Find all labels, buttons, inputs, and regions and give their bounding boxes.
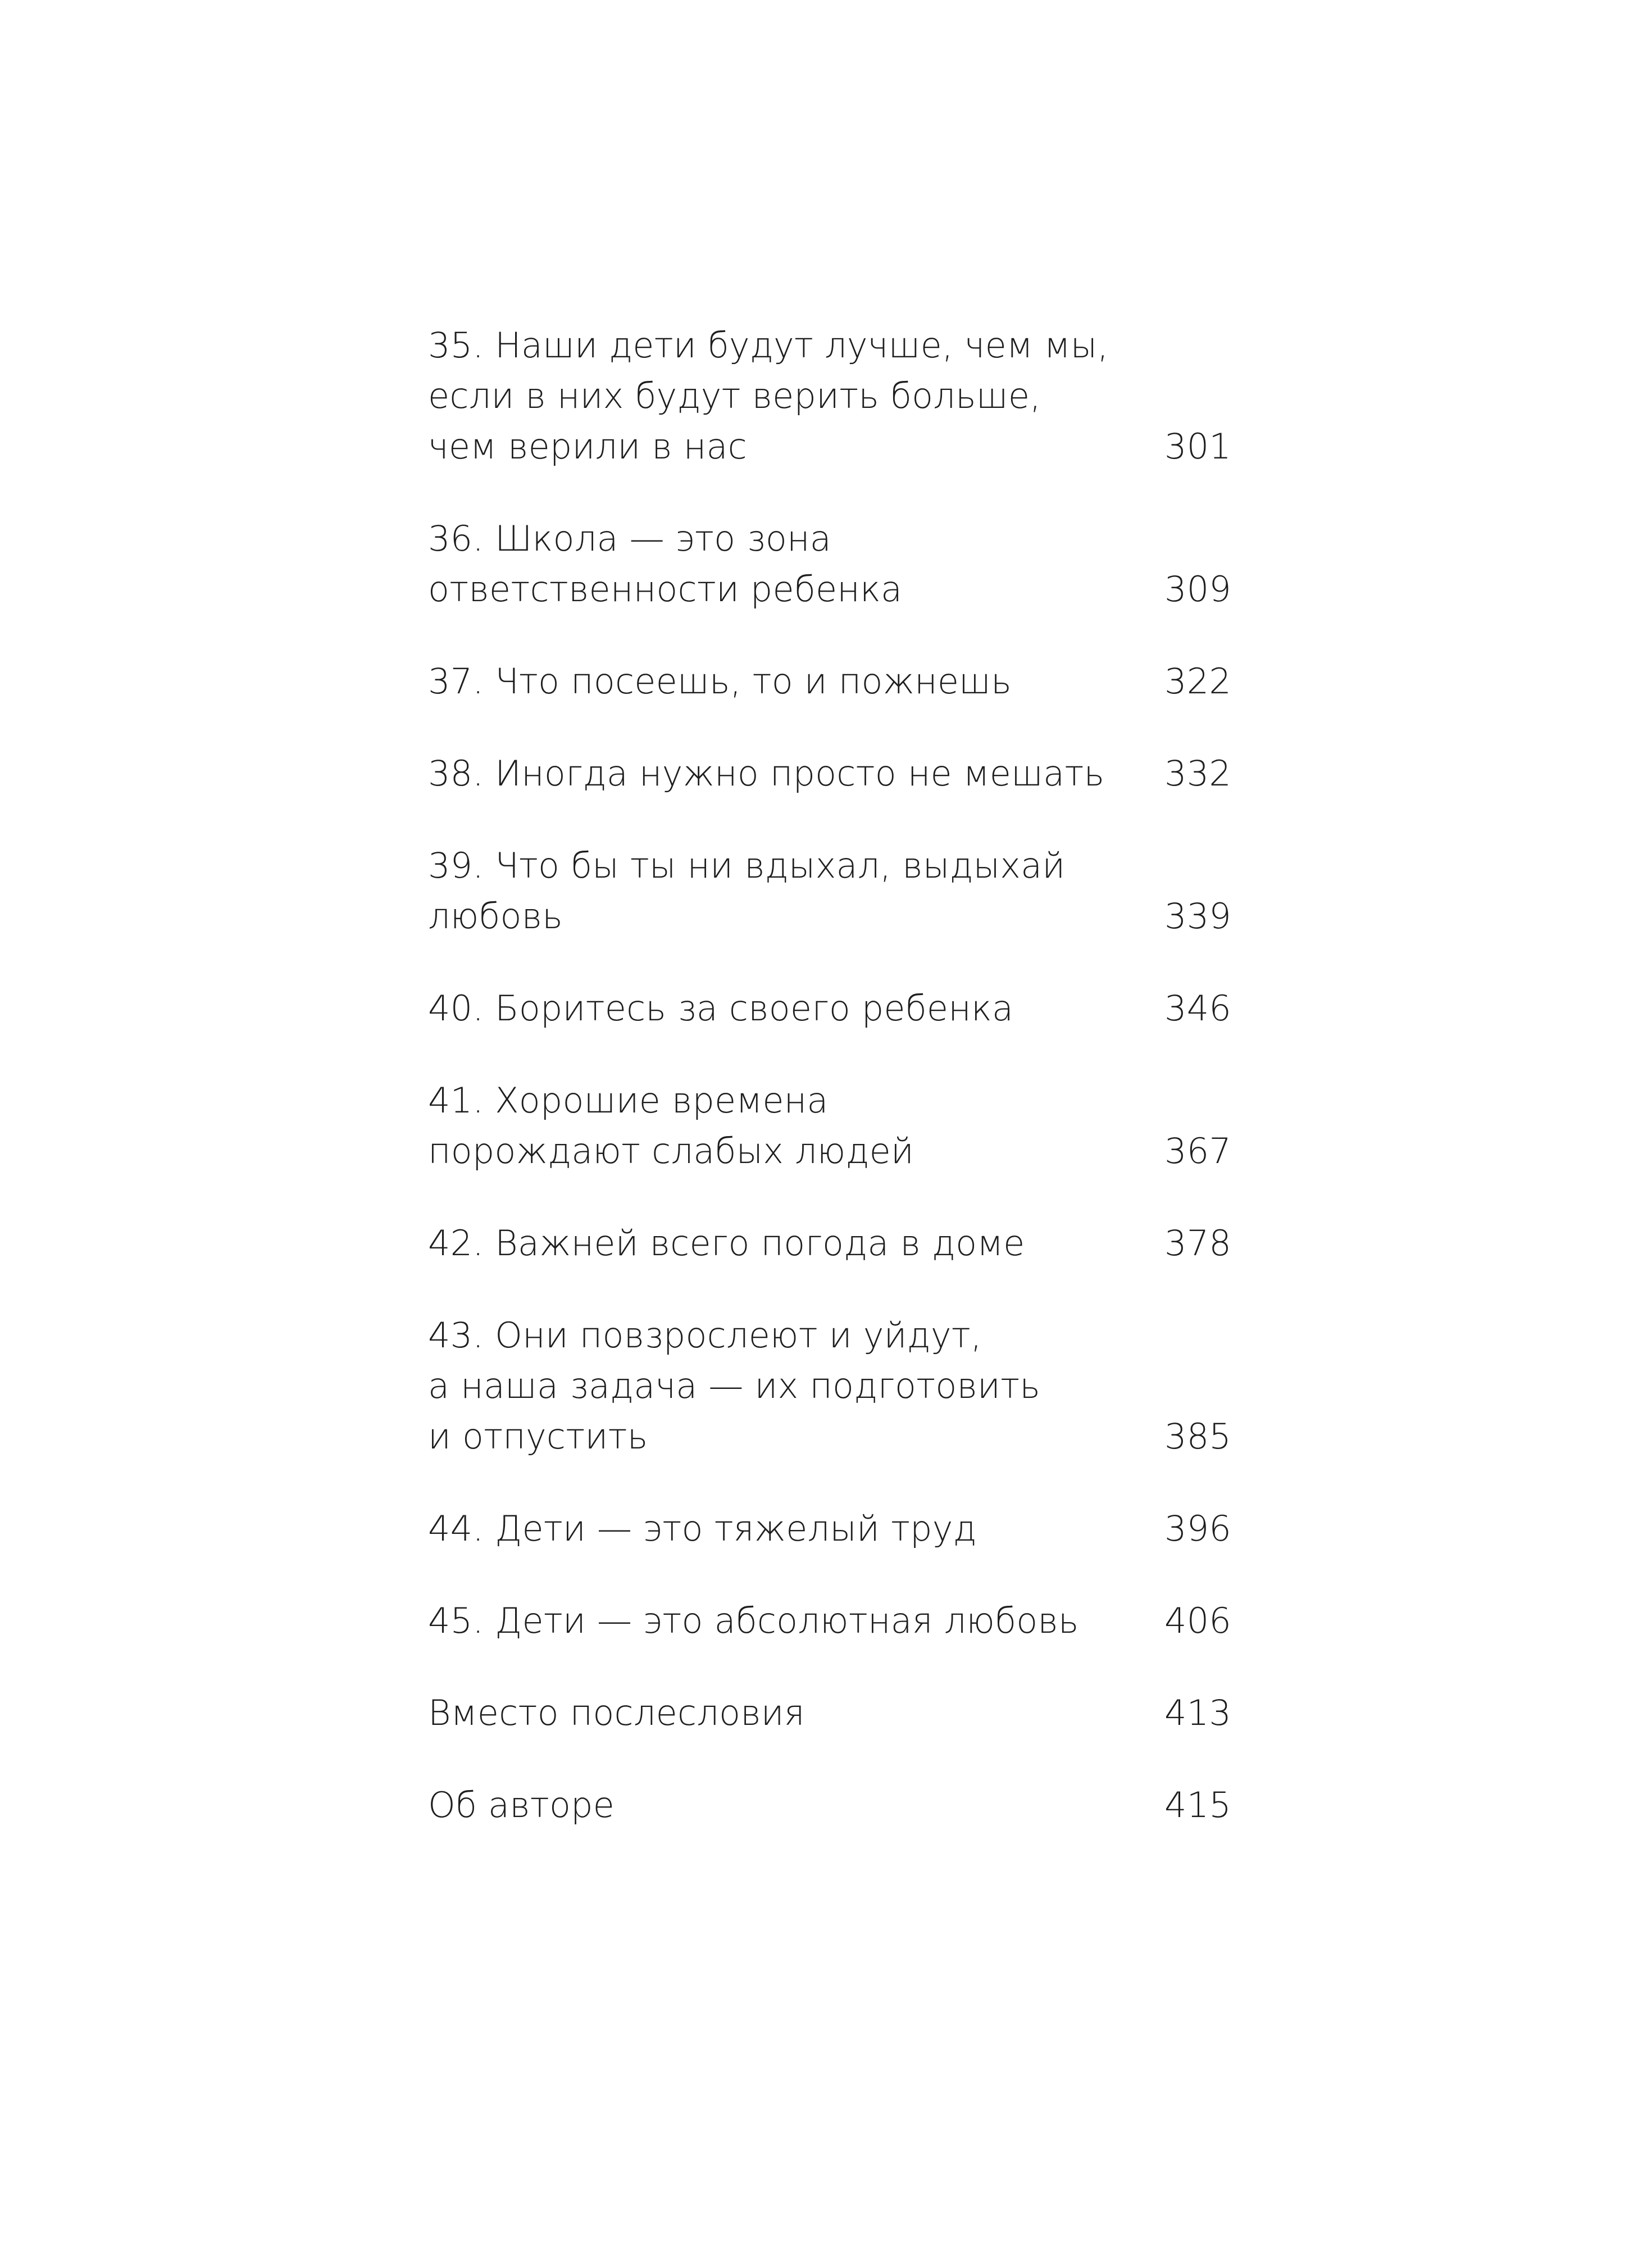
toc-entry-page: 396 xyxy=(1164,1508,1231,1549)
toc-entry-title: 42. Важней всего погода в доме xyxy=(428,1223,1025,1264)
toc-entry-page: 309 xyxy=(1164,569,1231,610)
toc-entry-40 xyxy=(428,983,1231,1034)
toc-entry-page: 406 xyxy=(1164,1600,1231,1641)
toc-entry-page: 346 xyxy=(1164,988,1231,1029)
toc-entry-44 xyxy=(428,1504,1231,1554)
toc-entry-title: 40. Боритесь за своего ребенка xyxy=(428,988,1014,1029)
toc-entry-title: 45. Дети — это абсолютная любовь xyxy=(428,1600,1079,1641)
toc-entry-page: 378 xyxy=(1164,1223,1231,1264)
toc-entry-title: Об авторе xyxy=(428,1784,615,1825)
toc-entry-page: 413 xyxy=(1164,1692,1231,1733)
toc-entry-title: Вместо послесловия xyxy=(428,1692,805,1733)
toc-entry-title: 37. Что посеешь, то и пожнешь xyxy=(428,661,1012,702)
table-of-contents xyxy=(428,320,1231,1831)
toc-entry-page: 301 xyxy=(1164,426,1231,467)
toc-entry-afterword xyxy=(428,1688,1231,1738)
toc-entry-about-author xyxy=(428,1780,1231,1831)
toc-entry-title: 36. Школа — это зона ответственности ребенка xyxy=(428,518,903,610)
toc-entry-page: 339 xyxy=(1164,896,1231,937)
toc-entry-41 xyxy=(428,1075,1231,1177)
toc-entry-43 xyxy=(428,1310,1231,1462)
toc-entry-38 xyxy=(428,748,1231,799)
toc-entry-page: 322 xyxy=(1164,661,1231,702)
toc-entry-35 xyxy=(428,320,1231,472)
toc-entry-title: 35. Наши дети будут лучше, чем мы, если в них будут верить больше, чем верили в нас xyxy=(428,325,1109,467)
toc-entry-title: 44. Дети — это тяжелый труд xyxy=(428,1508,977,1549)
toc-entry-page: 385 xyxy=(1164,1416,1231,1457)
toc-entry-title: 39. Что бы ты ни вдыхал, выдыхай любовь xyxy=(428,845,1066,937)
toc-entry-39 xyxy=(428,841,1231,942)
toc-entry-page: 332 xyxy=(1164,753,1231,794)
toc-entry-page: 367 xyxy=(1164,1130,1231,1171)
toc-entry-37 xyxy=(428,656,1231,707)
toc-entry-42 xyxy=(428,1218,1231,1269)
toc-entry-45 xyxy=(428,1596,1231,1646)
toc-entry-title: 41. Хорошие времена порождают слабых людей xyxy=(428,1080,914,1171)
toc-entry-36 xyxy=(428,514,1231,615)
toc-entry-title: 38. Иногда нужно просто не мешать xyxy=(428,753,1105,794)
toc-entry-page: 415 xyxy=(1164,1784,1231,1825)
toc-entry-title: 43. Они повзрослеют и уйдут, а наша задача — их подготовить и отпустить xyxy=(428,1315,1041,1457)
